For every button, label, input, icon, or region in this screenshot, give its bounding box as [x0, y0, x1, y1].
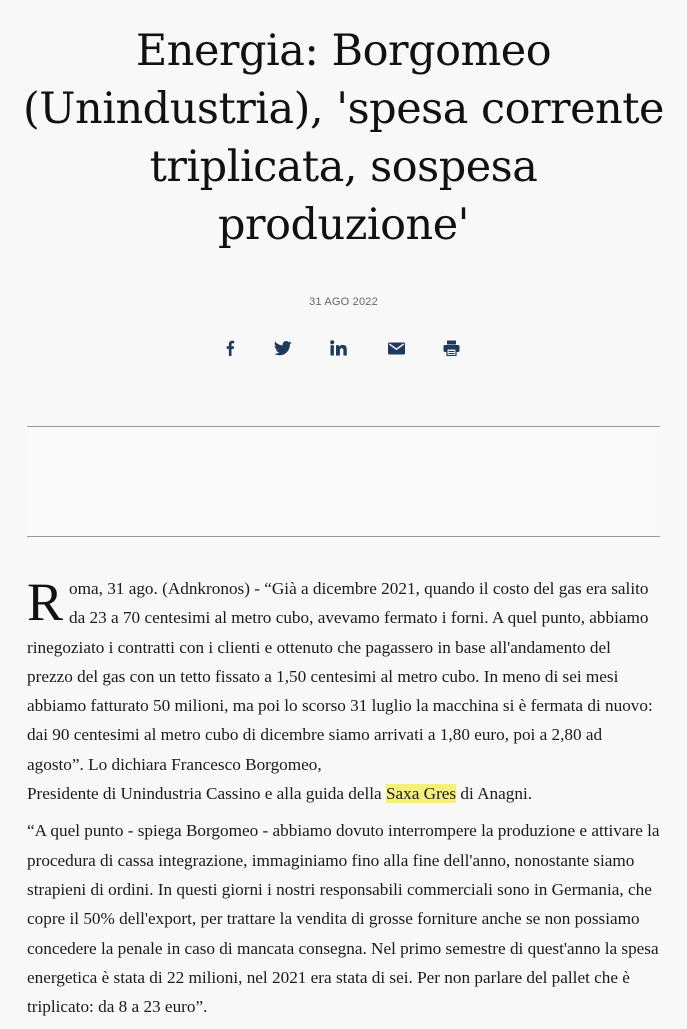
share-linkedin-button[interactable] — [327, 337, 349, 359]
highlighted-company-name: Saxa Gres — [385, 784, 457, 804]
share-bar — [0, 337, 687, 359]
paragraph-1-line-2: Presidente di Unindustria Cassino e alla guida della — [27, 784, 386, 804]
email-icon — [388, 342, 405, 355]
article-headline: Energia: Borgomeo (Unindustria), 'spesa corrente triplicata, sospesa produzione' — [23, 26, 664, 250]
drop-cap: R — [27, 572, 64, 632]
print-icon — [443, 340, 460, 356]
share-twitter-button[interactable] — [272, 337, 294, 359]
facebook-icon — [225, 340, 235, 356]
share-print-button[interactable] — [440, 337, 462, 359]
article-paragraph-1 — [27, 574, 660, 808]
share-email-button[interactable] — [385, 337, 407, 359]
linkedin-icon — [330, 340, 347, 356]
article-body — [27, 574, 660, 1029]
paragraph-1-text: oma, 31 ago. (Adnkronos) - “Già a dicembre 2021, quando il costo del gas era salito da 23 a 70 centesimi al metro cubo, avevamo fermato i forni. A quel punto, abbiamo rinegoziato i contratti con i clienti e ottenuto che pagassero in base all'andamento del prezzo del gas con un tetto fissato a 1,50 centesimi al metro cubo. In meno di sei mesi abbiamo fatturato 50 milioni, ma poi lo scorso 31 luglio la macchina si è fermata di nuovo: dai 90 centesimi al metro cubo di dicembre siamo arrivati a 1,80 euro, poi a 2,80 ad agosto”. Lo dichiara Francesco Borgomeo, — [27, 579, 653, 774]
ad-placeholder — [27, 426, 660, 537]
share-facebook-button[interactable] — [219, 337, 241, 359]
paragraph-1-end: di Anagni. — [456, 784, 533, 804]
article-date: 31 AGO 2022 — [309, 296, 378, 308]
article-paragraph-2: “A quel punto - spiega Borgomeo - abbiamo dovuto interrompere la produzione e attivare la procedura di cassa integrazione, immaginiamo fino alla fine dell'anno, nonostante siamo strapieni di ordini. In questi giorni i nostri responsabili commerciali sono in Germania, che copre il 50% dell'export, per trattare la vendita di grosse forniture anche se non possiamo concedere la penale in caso di mancata consegna. Nel primo semestre di quest'anno la spesa energetica è stata di 22 milioni, nel 2021 era stata di sei. Per non parlare del pallet che è triplicato: da 8 a 23 euro”. — [27, 821, 660, 1017]
twitter-icon — [274, 341, 292, 356]
